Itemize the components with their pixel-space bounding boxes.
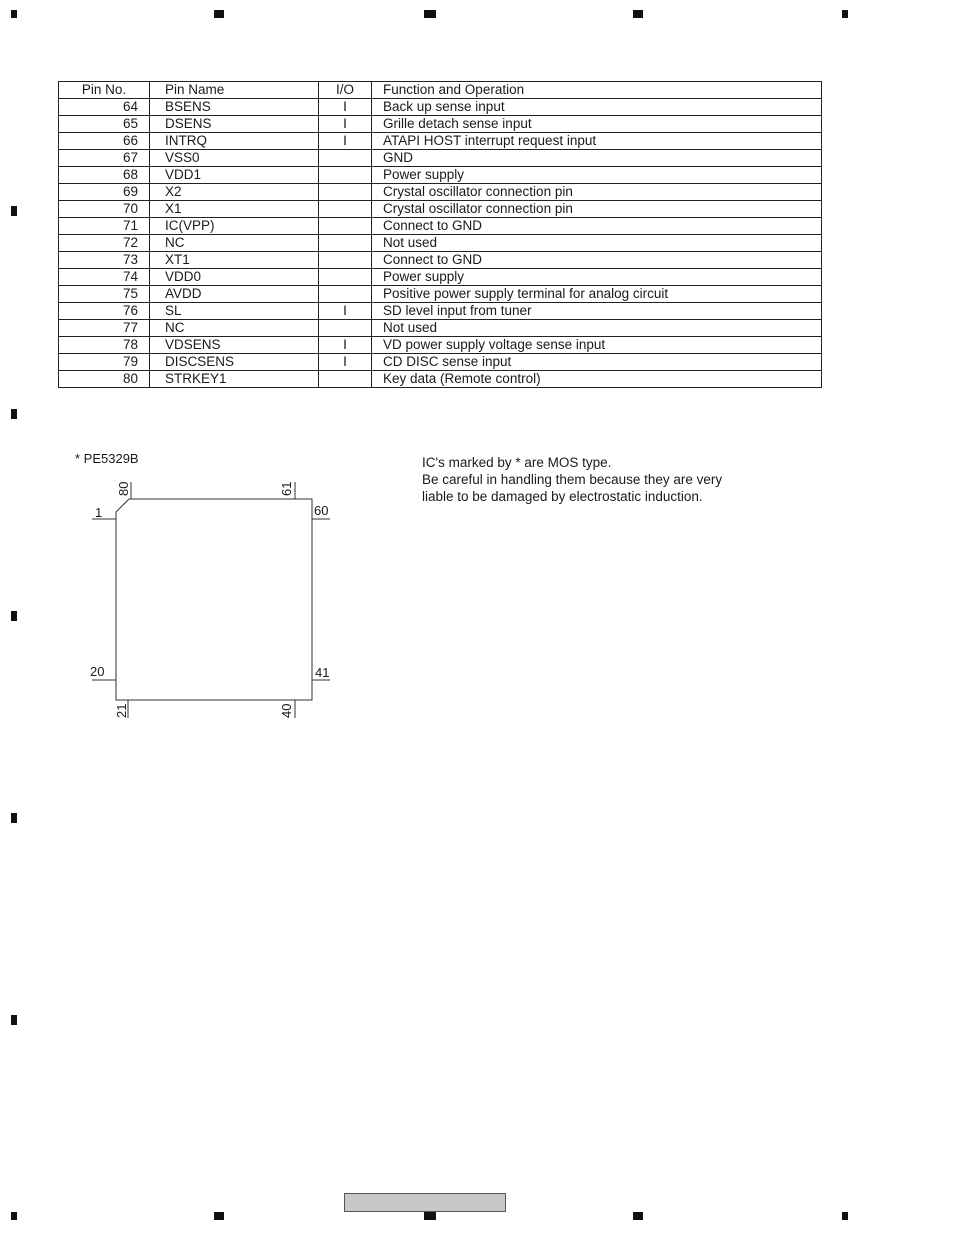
cell-io: I xyxy=(319,133,372,150)
table-row xyxy=(59,99,822,116)
cell-pin-no: 78 xyxy=(59,337,150,354)
cell-io xyxy=(319,235,372,252)
cell-function: CD DISC sense input xyxy=(372,354,822,371)
cell-pin-no: 64 xyxy=(59,99,150,116)
ic-part-label: * PE5329B xyxy=(75,451,139,466)
cell-io xyxy=(319,184,372,201)
registration-mark xyxy=(11,1212,17,1220)
header-pin-no: Pin No. xyxy=(59,82,150,99)
pin-label-40: 40 xyxy=(279,703,294,718)
cell-pin-name: AVDD xyxy=(150,286,319,303)
cell-io xyxy=(319,371,372,388)
table-row xyxy=(59,252,822,269)
cell-function: Connect to GND xyxy=(372,252,822,269)
registration-mark xyxy=(424,1212,436,1220)
registration-mark xyxy=(633,1212,643,1220)
cell-pin-no: 70 xyxy=(59,201,150,218)
cell-pin-name: DISCSENS xyxy=(150,354,319,371)
table-row xyxy=(59,320,822,337)
registration-mark xyxy=(633,10,643,18)
cell-function: SD level input from tuner xyxy=(372,303,822,320)
cell-function: GND xyxy=(372,150,822,167)
cell-function: Crystal oscillator connection pin xyxy=(372,201,822,218)
registration-mark xyxy=(11,1015,17,1025)
table-row xyxy=(59,269,822,286)
cell-pin-no: 79 xyxy=(59,354,150,371)
registration-mark xyxy=(424,10,436,18)
cell-pin-no: 77 xyxy=(59,320,150,337)
registration-mark xyxy=(214,1212,224,1220)
cell-pin-name: IC(VPP) xyxy=(150,218,319,235)
cell-pin-no: 71 xyxy=(59,218,150,235)
table-row xyxy=(59,303,822,320)
table-row xyxy=(59,133,822,150)
cell-pin-name: BSENS xyxy=(150,99,319,116)
note-line: IC's marked by * are MOS type. xyxy=(422,455,612,470)
registration-mark xyxy=(11,611,17,621)
table-row xyxy=(59,201,822,218)
cell-io xyxy=(319,269,372,286)
registration-mark xyxy=(842,1212,848,1220)
cell-pin-no: 69 xyxy=(59,184,150,201)
cell-pin-no: 67 xyxy=(59,150,150,167)
cell-io xyxy=(319,252,372,269)
pin-label-1: 1 xyxy=(95,505,103,520)
registration-mark xyxy=(11,10,17,18)
cell-pin-name: VDD0 xyxy=(150,269,319,286)
cell-pin-name: VSS0 xyxy=(150,150,319,167)
cell-pin-no: 66 xyxy=(59,133,150,150)
cell-pin-name: NC xyxy=(150,235,319,252)
cell-pin-name: VDD1 xyxy=(150,167,319,184)
cell-io xyxy=(319,150,372,167)
table-body xyxy=(59,99,822,388)
note-line: Be careful in handling them because they are very xyxy=(422,472,723,487)
cell-function: Power supply xyxy=(372,269,822,286)
cell-pin-name: XT1 xyxy=(150,252,319,269)
note-line: liable to be damaged by electrostatic induction. xyxy=(422,489,703,504)
cell-pin-name: NC xyxy=(150,320,319,337)
cell-pin-name: VDSENS xyxy=(150,337,319,354)
table-row xyxy=(59,116,822,133)
registration-mark xyxy=(11,409,17,419)
cell-pin-no: 76 xyxy=(59,303,150,320)
cell-function: Positive power supply terminal for analog circuit xyxy=(372,286,822,303)
cell-pin-no: 72 xyxy=(59,235,150,252)
table-row xyxy=(59,354,822,371)
table-row xyxy=(59,150,822,167)
cell-io: I xyxy=(319,337,372,354)
cell-io: I xyxy=(319,116,372,133)
ic-body-outline xyxy=(116,499,312,700)
cell-io: I xyxy=(319,99,372,116)
cell-function: Not used xyxy=(372,320,822,337)
cell-io: I xyxy=(319,354,372,371)
cell-function: Back up sense input xyxy=(372,99,822,116)
table-row xyxy=(59,286,822,303)
table-row xyxy=(59,218,822,235)
cell-function: Connect to GND xyxy=(372,218,822,235)
cell-pin-no: 75 xyxy=(59,286,150,303)
pin-label-61: 61 xyxy=(279,481,294,496)
cell-io xyxy=(319,167,372,184)
footer-page-box xyxy=(344,1193,506,1212)
registration-mark xyxy=(11,813,17,823)
cell-pin-name: X1 xyxy=(150,201,319,218)
cell-pin-name: X2 xyxy=(150,184,319,201)
cell-function: VD power supply voltage sense input xyxy=(372,337,822,354)
cell-function: Not used xyxy=(372,235,822,252)
table-row xyxy=(59,371,822,388)
cell-pin-name: INTRQ xyxy=(150,133,319,150)
cell-pin-no: 80 xyxy=(59,371,150,388)
cell-pin-name: SL xyxy=(150,303,319,320)
pin-label-41: 41 xyxy=(315,665,330,680)
cell-io xyxy=(319,201,372,218)
registration-mark xyxy=(842,10,848,18)
mos-handling-note xyxy=(422,454,722,505)
cell-pin-no: 68 xyxy=(59,167,150,184)
table-row xyxy=(59,337,822,354)
cell-pin-name: STRKEY1 xyxy=(150,371,319,388)
cell-pin-name: DSENS xyxy=(150,116,319,133)
pin-label-20: 20 xyxy=(90,664,105,679)
header-io: I/O xyxy=(319,82,372,99)
cell-function: Power supply xyxy=(372,167,822,184)
cell-pin-no: 65 xyxy=(59,116,150,133)
ic-package-diagram xyxy=(80,470,340,725)
cell-pin-no: 74 xyxy=(59,269,150,286)
registration-mark xyxy=(11,206,17,216)
table-row xyxy=(59,235,822,252)
cell-function: ATAPI HOST interrupt request input xyxy=(372,133,822,150)
cell-function: Crystal oscillator connection pin xyxy=(372,184,822,201)
cell-io xyxy=(319,320,372,337)
cell-io xyxy=(319,286,372,303)
registration-mark xyxy=(214,10,224,18)
cell-io: I xyxy=(319,303,372,320)
pin-label-80: 80 xyxy=(116,481,131,496)
header-pin-name: Pin Name xyxy=(150,82,319,99)
cell-function: Grille detach sense input xyxy=(372,116,822,133)
pin-label-60: 60 xyxy=(314,503,329,518)
table-row xyxy=(59,167,822,184)
table-header-row xyxy=(59,82,822,99)
pin-label-21: 21 xyxy=(114,703,129,718)
header-function: Function and Operation xyxy=(372,82,822,99)
table-row xyxy=(59,184,822,201)
cell-io xyxy=(319,218,372,235)
cell-function: Key data (Remote control) xyxy=(372,371,822,388)
cell-pin-no: 73 xyxy=(59,252,150,269)
pin-function-table xyxy=(58,81,822,388)
